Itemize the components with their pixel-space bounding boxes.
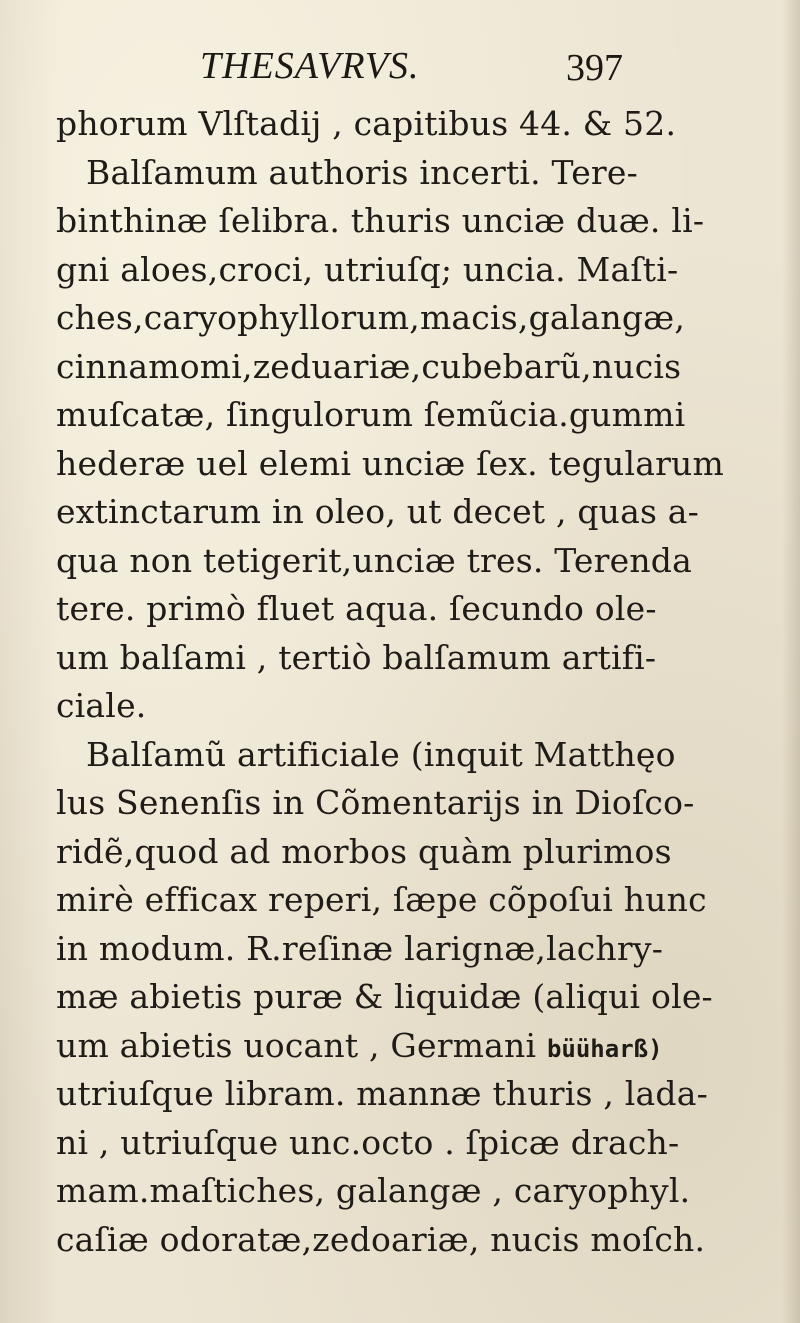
text-line: ches,caryophyllorum,macis,galangæ, (56, 298, 686, 337)
text-line: Balſamum authoris incerti. Tere- (86, 152, 638, 192)
text-line: utriuſque libram. mannæ thuris , lada- (56, 1074, 708, 1113)
text-line: lus Senenſis in Cõmentarijs in Dioſco- (56, 783, 695, 822)
page-header (0, 44, 800, 94)
text-line: mæ abietis puræ & liquidæ (aliqui ole- (56, 977, 713, 1016)
text-line: mam.maſtiches, galangæ , caryophyl. (56, 1171, 691, 1210)
blackletter-word: büüharß) (546, 1034, 663, 1063)
page-number: 397 (566, 47, 623, 89)
body-text (56, 100, 724, 1264)
text-line: um balſami , tertiò balſamum artifi- (56, 637, 657, 677)
text-line: ridẽ,quod ad morbos quàm plurimos (56, 831, 672, 871)
text-line: cinnamomi,zeduariæ,cubebarũ,nucis (56, 346, 682, 386)
text-line: mirè efficax reperi, ſæpe cõpoſui hunc (56, 880, 707, 919)
text-line: gni aloes,croci, utriuſq; uncia. Maſti- (56, 249, 679, 289)
text-line: caſiæ odoratæ,zedoariæ, nucis moſch. (56, 1219, 706, 1259)
text-line: hederæ uel elemi unciæ ſex. tegularum (56, 443, 724, 483)
text-line: extinctarum in oleo, ut decet , quas a- (56, 492, 700, 531)
text-line: muſcatæ, ſingulorum ſemũcia.gummi (56, 395, 686, 434)
text-line: binthinæ ſelibra. thuris unciæ duæ. li- (56, 201, 705, 240)
text-line: Balſamũ artificiale (inquit Matthęo (86, 734, 676, 774)
running-title: THESAVRVS. (200, 45, 420, 87)
text-line-segment: um abietis uocant , Germani (56, 1025, 547, 1065)
text-line: ciale. (56, 686, 147, 725)
text-line-with-blackletter (56, 1022, 663, 1071)
text-line: in modum. R.reſinæ larignæ,lachry- (56, 928, 664, 968)
text-line: phorum Vlſtadij , capitibus 44. & 52. (56, 104, 677, 143)
text-line: qua non tetigerit,unciæ tres. Terenda (56, 540, 693, 580)
text-line: ni , utriuſque unc.octo . ſpicæ drach- (56, 1122, 680, 1162)
page-edge-shadow (782, 0, 800, 1323)
text-line: tere. primò fluet aqua. ſecundo ole- (56, 589, 657, 628)
